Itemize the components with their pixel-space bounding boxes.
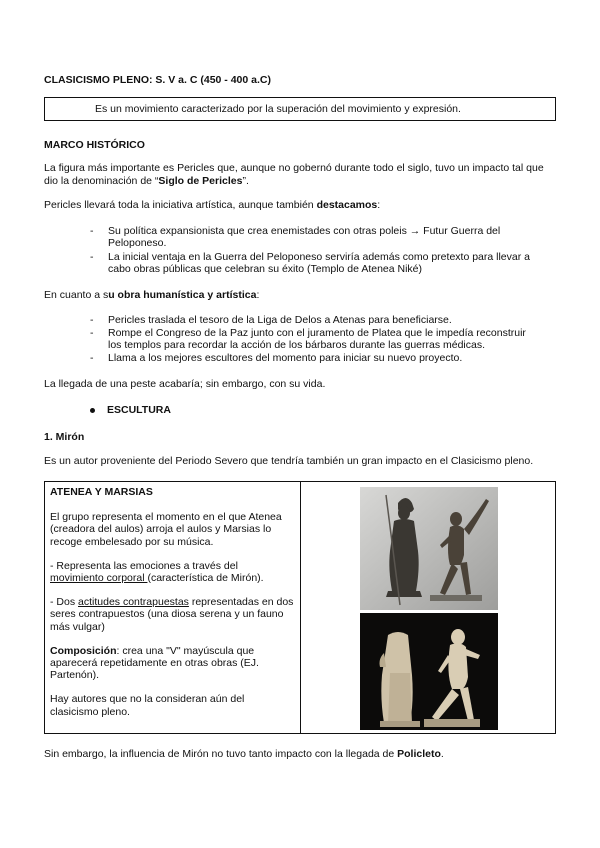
t3-end: representadas en dos seres contrapuestos (una diosa serena y un fauno más vulgar) [50,596,294,633]
table-image-cell [301,482,556,734]
closing-text: Sin embargo, la influencia de Mirón no tuvo tanto impacto con la llegada de [44,748,398,760]
closing-paragraph [44,748,556,761]
marco-paragraph-2 [44,199,556,212]
list-item: - Llama a los mejores escultores del momento para iniciar su nuevo proyecto. [90,352,530,364]
table-paragraph-3 [50,596,294,633]
p1-bold: Siglo de Pericles [158,175,243,187]
bullet-icon [90,408,95,413]
document-title: CLASICISMO PLENO: S. V a. C (450 - 400 a.C) [44,74,271,86]
t4-text: : crea una "V" mayúscula que aparecerá repetidamente en otras obras (EJ. Partenón). [50,644,259,682]
closing-end: . [440,748,444,760]
t2-text: - Representa las emociones a través del [50,559,238,572]
table-heading: ATENEA Y MARSIAS [50,486,153,498]
p2-text: Pericles llevará toda la iniciativa artística, aunque también [44,199,317,211]
t3-underline: actitudes contrapuestas [78,596,189,609]
table-paragraph-2 [50,560,294,584]
t2-end: (característica de Mirón). [147,572,264,585]
table-paragraph-1: El grupo representa el momento en el que Atenea (creadora del aulos) arroja el aulos y Marsias lo recoge embelesado por su música. [50,511,282,548]
closing-bold: Policleto [397,748,441,760]
marco-list-1 [90,225,530,275]
miron-heading: 1. Mirón [44,431,85,443]
p2-end: : [377,199,381,211]
marco-paragraph-3 [44,289,556,302]
marco-list-2 [90,314,530,364]
p1-text: La figura más importante es Pericles que, aunque no gobernó durante todo el siglo, tuvo un impacto tal que dio la denominación de “ [44,162,544,187]
escultura-heading [90,404,171,416]
t3-text: - Dos [50,596,79,609]
marco-heading: MARCO HISTÓRICO [44,139,145,151]
marco-paragraph-1 [44,162,556,188]
miron-paragraph: Es un autor proveniente del Periodo Severo que tendría también un gran impacto en el Clasicismo pleno. [44,455,534,467]
table-paragraph-5: Hay autores que no la consideran aún del clasicismo pleno. [50,693,245,718]
list-item: - Rompe el Congreso de la Paz junto con el juramento de Platea que le impedía reconstruir los templos para recordar la acción de los bárbaros durante las guerras médicas. [90,327,530,351]
list-item: - Su política expansionista que crea enemistades con otras poleis → Futur Guerra del Peloponeso. [90,225,530,249]
intro-box [44,97,556,121]
p3-text: En cuanto a s [44,289,109,301]
t2-underline: movimiento corporal [50,572,148,585]
atenea-marsias-table [44,481,556,734]
t4-bold: Composición [50,644,117,657]
p1-end: ”. [242,175,249,187]
intro-box-text: Es un movimiento caracterizado por la superación del movimiento y expresión. [95,103,461,115]
table-text-cell [45,482,301,734]
p3-end: : [256,289,260,301]
list-item: - La inicial ventaja en la Guerra del Peloponeso serviría además como pretexto para llevar a cabo obras públicas que celebran su éxito (Templo de Atenea Niké) [90,251,530,275]
atenea-marsias-marble-image [360,613,498,730]
list-item: - Pericles traslada el tesoro de la Liga de Delos a Atenas para beneficiarse. [90,314,530,326]
atenea-marsias-bronze-image [360,487,498,610]
escultura-label: ESCULTURA [107,404,171,416]
p2-bold: destacamos [316,199,378,211]
p3-bold: u obra humanística y artística [108,289,257,301]
marco-paragraph-4: La llegada de una peste acabaría; sin embargo, con su vida. [44,378,326,390]
table-paragraph-4 [50,645,294,682]
